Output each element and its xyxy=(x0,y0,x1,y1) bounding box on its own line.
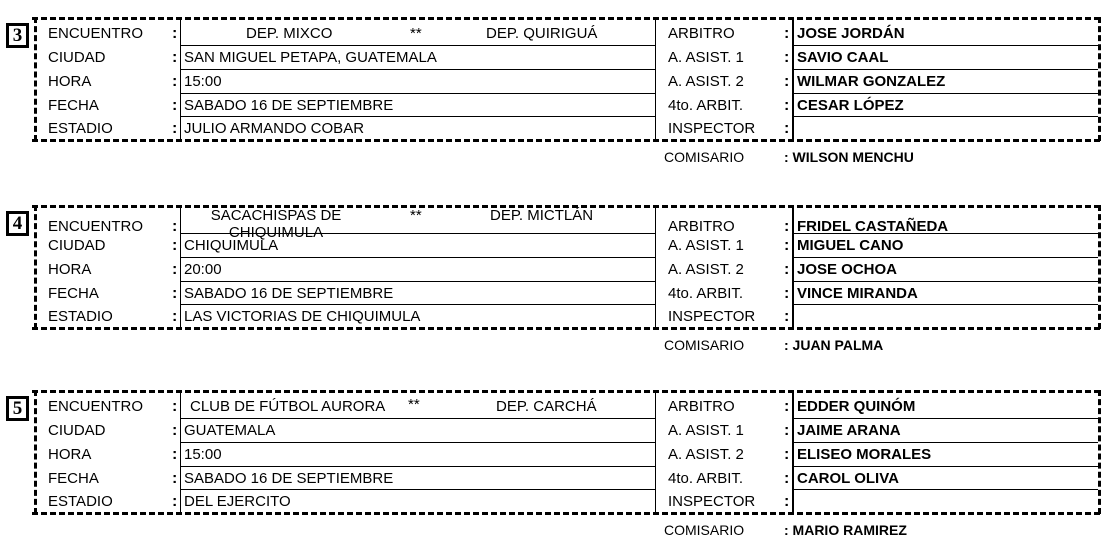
label-cuarto: 4to. ARBIT. xyxy=(668,97,744,114)
away-team: DEP. MICTLÁN xyxy=(490,207,594,224)
label-estadio: ESTADIO xyxy=(48,493,113,510)
colon: : xyxy=(172,218,178,235)
frame-top xyxy=(32,390,1100,393)
row-line xyxy=(180,466,655,467)
row-line xyxy=(792,257,1098,258)
row-line xyxy=(792,304,1098,305)
colon: : xyxy=(784,308,790,325)
value-box-right xyxy=(655,19,656,140)
value-box-left xyxy=(180,19,181,140)
label-comisario: COMISARIO xyxy=(664,522,745,538)
row-line xyxy=(792,281,1098,282)
row-line xyxy=(792,466,1098,467)
colon: : xyxy=(784,446,790,463)
comisario-value: : WILSON MENCHU xyxy=(784,149,914,165)
match-block xyxy=(0,378,1117,543)
label-cuarto: 4to. ARBIT. xyxy=(668,470,744,487)
match-block xyxy=(0,5,1117,170)
official-box-left xyxy=(792,19,794,140)
row-line xyxy=(180,304,655,305)
label-arbitro: ARBITRO xyxy=(668,218,735,235)
colon: : xyxy=(784,285,790,302)
row-line xyxy=(180,257,655,258)
colon: : xyxy=(172,470,178,487)
match-number: 3 xyxy=(6,23,29,48)
label-hora: HORA xyxy=(48,446,92,463)
row-line xyxy=(180,116,655,117)
label-fecha: FECHA xyxy=(48,97,99,114)
hora-value: 15:00 xyxy=(184,73,222,90)
row-line xyxy=(792,45,1098,46)
row-line xyxy=(792,418,1098,419)
label-asist2: A. ASIST. 2 xyxy=(668,446,744,463)
away-team: DEP. CARCHÁ xyxy=(496,398,597,415)
label-hora: HORA xyxy=(48,261,92,278)
estadio-value: LAS VICTORIAS DE CHIQUIMULA xyxy=(184,308,421,325)
label-asist1: A. ASIST. 1 xyxy=(668,237,744,254)
label-arbitro: ARBITRO xyxy=(668,398,735,415)
asist1-value: SAVIO CAAL xyxy=(797,49,889,66)
home-team: SACACHISPAS DE CHIQUIMULA xyxy=(210,207,342,241)
label-cuarto: 4to. ARBIT. xyxy=(668,285,744,302)
asist1-value: MIGUEL CANO xyxy=(797,237,904,254)
row-line xyxy=(180,281,655,282)
label-ciudad: CIUDAD xyxy=(48,49,106,66)
official-box-left xyxy=(792,392,794,513)
colon: : xyxy=(172,446,178,463)
arbitro-value: JOSE JORDÁN xyxy=(797,25,905,42)
row-line xyxy=(180,418,655,419)
colon: : xyxy=(172,237,178,254)
vs-separator: ** xyxy=(408,396,420,413)
colon: : xyxy=(172,422,178,439)
colon: : xyxy=(784,422,790,439)
estadio-value: JULIO ARMANDO COBAR xyxy=(184,120,365,137)
match-block xyxy=(0,193,1117,358)
row-line xyxy=(180,93,655,94)
hora-value: 20:00 xyxy=(184,261,222,278)
colon: : xyxy=(784,73,790,90)
value-box-left xyxy=(180,207,181,328)
away-team: DEP. QUIRIGUÁ xyxy=(486,25,598,42)
colon: : xyxy=(784,398,790,415)
match-number: 4 xyxy=(6,211,29,236)
label-ciudad: CIUDAD xyxy=(48,237,106,254)
home-team: CLUB DE FÚTBOL AURORA xyxy=(190,398,386,415)
ciudad-value: CHIQUIMULA xyxy=(184,237,279,254)
label-asist2: A. ASIST. 2 xyxy=(668,261,744,278)
label-fecha: FECHA xyxy=(48,285,99,302)
colon: : xyxy=(172,120,178,137)
row-line xyxy=(180,442,655,443)
arbitro-value: EDDER QUINÓM xyxy=(797,398,916,415)
label-estadio: ESTADIO xyxy=(48,120,113,137)
ciudad-value: SAN MIGUEL PETAPA, GUATEMALA xyxy=(184,49,437,66)
colon: : xyxy=(172,285,178,302)
label-arbitro: ARBITRO xyxy=(668,25,735,42)
label-hora: HORA xyxy=(48,73,92,90)
colon: : xyxy=(784,49,790,66)
frame-right xyxy=(1098,17,1101,141)
asist1-value: JAIME ARANA xyxy=(797,422,901,439)
colon: : xyxy=(784,25,790,42)
label-inspector: INSPECTOR xyxy=(668,493,756,510)
cuarto-value: CESAR LÓPEZ xyxy=(797,97,904,114)
label-asist1: A. ASIST. 1 xyxy=(668,49,744,66)
arbitro-value: FRIDEL CASTAÑEDA xyxy=(797,218,949,235)
asist2-value: JOSE OCHOA xyxy=(797,261,898,278)
row-line xyxy=(792,442,1098,443)
value-box-right xyxy=(655,392,656,513)
frame-top xyxy=(32,17,1100,20)
fecha-value: SABADO 16 DE SEPTIEMBRE xyxy=(184,97,394,114)
asist2-value: WILMAR GONZALEZ xyxy=(797,73,946,90)
value-box-right xyxy=(655,207,656,328)
label-comisario: COMISARIO xyxy=(664,149,745,165)
colon: : xyxy=(172,97,178,114)
label-encuentro: ENCUENTRO xyxy=(48,25,144,42)
cuarto-value: VINCE MIRANDA xyxy=(797,285,918,302)
comisario-value: : MARIO RAMIREZ xyxy=(784,522,907,538)
colon: : xyxy=(172,308,178,325)
asist2-value: ELISEO MORALES xyxy=(797,446,932,463)
colon: : xyxy=(784,261,790,278)
colon: : xyxy=(784,97,790,114)
frame-bottom xyxy=(32,512,1100,515)
colon: : xyxy=(172,49,178,66)
frame-bottom xyxy=(32,139,1100,142)
label-asist1: A. ASIST. 1 xyxy=(668,422,744,439)
row-line xyxy=(792,489,1098,490)
row-line xyxy=(180,45,655,46)
ciudad-value: GUATEMALA xyxy=(184,422,276,439)
colon: : xyxy=(172,398,178,415)
label-asist2: A. ASIST. 2 xyxy=(668,73,744,90)
colon: : xyxy=(172,493,178,510)
colon: : xyxy=(172,73,178,90)
vs-separator: ** xyxy=(410,25,422,42)
row-line xyxy=(792,116,1098,117)
colon: : xyxy=(784,493,790,510)
colon: : xyxy=(172,25,178,42)
frame-right xyxy=(1098,390,1101,514)
hora-value: 15:00 xyxy=(184,446,222,463)
colon: : xyxy=(784,218,790,235)
colon: : xyxy=(784,470,790,487)
cuarto-value: CAROL OLIVA xyxy=(797,470,899,487)
official-box-left xyxy=(792,207,794,328)
fecha-value: SABADO 16 DE SEPTIEMBRE xyxy=(184,470,394,487)
value-box-left xyxy=(180,392,181,513)
home-team: DEP. MIXCO xyxy=(246,25,333,42)
label-encuentro: ENCUENTRO xyxy=(48,398,144,415)
row-line xyxy=(792,93,1098,94)
row-line xyxy=(180,489,655,490)
frame-right xyxy=(1098,205,1101,329)
label-fecha: FECHA xyxy=(48,470,99,487)
label-ciudad: CIUDAD xyxy=(48,422,106,439)
row-line xyxy=(180,69,655,70)
fecha-value: SABADO 16 DE SEPTIEMBRE xyxy=(184,285,394,302)
frame-left xyxy=(34,390,37,514)
label-inspector: INSPECTOR xyxy=(668,120,756,137)
match-number: 5 xyxy=(6,396,29,421)
label-comisario: COMISARIO xyxy=(664,337,745,353)
frame-left xyxy=(34,17,37,141)
comisario-value: : JUAN PALMA xyxy=(784,337,884,353)
estadio-value: DEL EJERCITO xyxy=(184,493,291,510)
colon: : xyxy=(784,120,790,137)
label-inspector: INSPECTOR xyxy=(668,308,756,325)
frame-left xyxy=(34,205,37,329)
frame-bottom xyxy=(32,327,1100,330)
vs-separator: ** xyxy=(410,207,422,224)
label-estadio: ESTADIO xyxy=(48,308,113,325)
label-encuentro: ENCUENTRO xyxy=(48,218,144,235)
colon: : xyxy=(172,261,178,278)
colon: : xyxy=(784,237,790,254)
row-line xyxy=(792,69,1098,70)
